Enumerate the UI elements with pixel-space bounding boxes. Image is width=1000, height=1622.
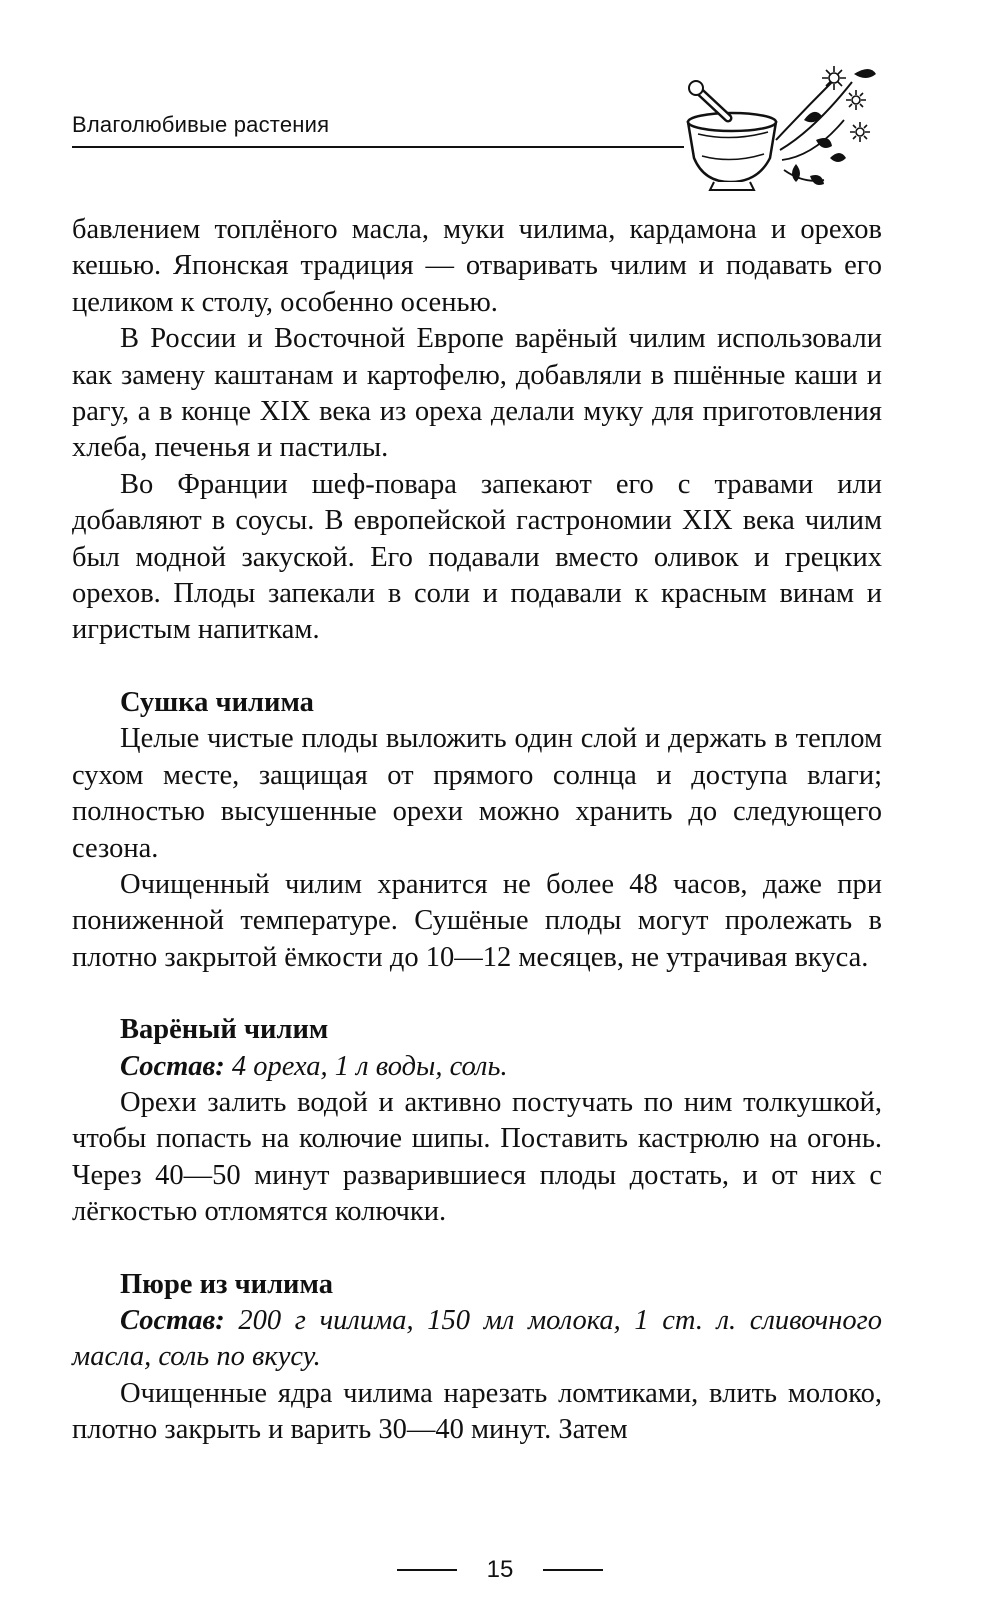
intro-paragraph-1: бавлением топлёного масла, муки чилима, кардамона и орехов кешью. Японская традиция — отваривать чилим и подавать его целиком к столу, особенно осенью. [72, 214, 882, 318]
footer-rule-right [543, 1569, 603, 1571]
page-body [72, 212, 882, 1449]
boiled-ingredients-label: Состав: [120, 1050, 225, 1082]
running-header [72, 112, 684, 148]
page-number: 15 [486, 1556, 514, 1583]
drying-heading: Сушка чилима [120, 686, 314, 718]
puree-heading: Пюре из чилима [120, 1268, 333, 1300]
boiled-ingredients [72, 1049, 882, 1085]
puree-paragraph-1: Очищенные ядра чилима нарезать ломтиками, влить молоко, плотно закрыть и варить 30—40 минут. Затем [72, 1377, 882, 1446]
running-title: Влаголюбивые растения [72, 112, 330, 137]
mortar-pestle-herbs-icon [684, 60, 884, 200]
page-footer [0, 1556, 1000, 1584]
boiled-paragraph-1: Орехи залить водой и активно постучать по ним толкушкой, чтобы попасть на колючие шипы. Поставить кастрюлю на огонь. Через 40—50 минут разварившиеся плоды достать, и от них с лёгкостью отломятся колючки. [72, 1086, 882, 1228]
puree-ingredients-label: Состав: [120, 1304, 225, 1336]
boiled-ingredients-list: 4 ореха, 1 л воды, соль. [224, 1050, 508, 1082]
puree-ingredients-list: 200 г чилима, 150 мл молока, 1 ст. л. сливочного масла, соль по вкусу. [72, 1304, 882, 1373]
boiled-heading: Варёный чилим [120, 1014, 329, 1046]
intro-paragraph-3: Во Франции шеф-повара запекают его с травами или добавляют в соусы. В европейской гастрономии XIX века чилим был модной закуской. Его подавали вместо оливок и грецких орехов. Плоды запекали в соли и подавали к красным винам и игристым напиткам. [72, 468, 882, 646]
drying-paragraph-1: Целые чистые плоды выложить один слой и держать в теплом сухом месте, защищая от прямого солнца и доступа влаги; полностью высушенные орехи можно хранить до следующего сезона. [72, 723, 882, 864]
footer-rule-left [397, 1569, 457, 1571]
intro-paragraph-2: В России и Восточной Европе варёный чилим использовали как замену каштанам и картофелю, добавляли в пшённые каши и рагу, а в конце XIX века из ореха делали муку для приготовления хлеба, печенья и пастилы. [72, 323, 882, 464]
puree-ingredients [72, 1303, 882, 1376]
drying-paragraph-2: Очищенный чилим хранится не более 48 часов, даже при пониженной температуре. Сушёные плоды могут пролежать в плотно закрытой ёмкости до 10—12 месяцев, не утрачивая вкуса. [72, 868, 882, 973]
